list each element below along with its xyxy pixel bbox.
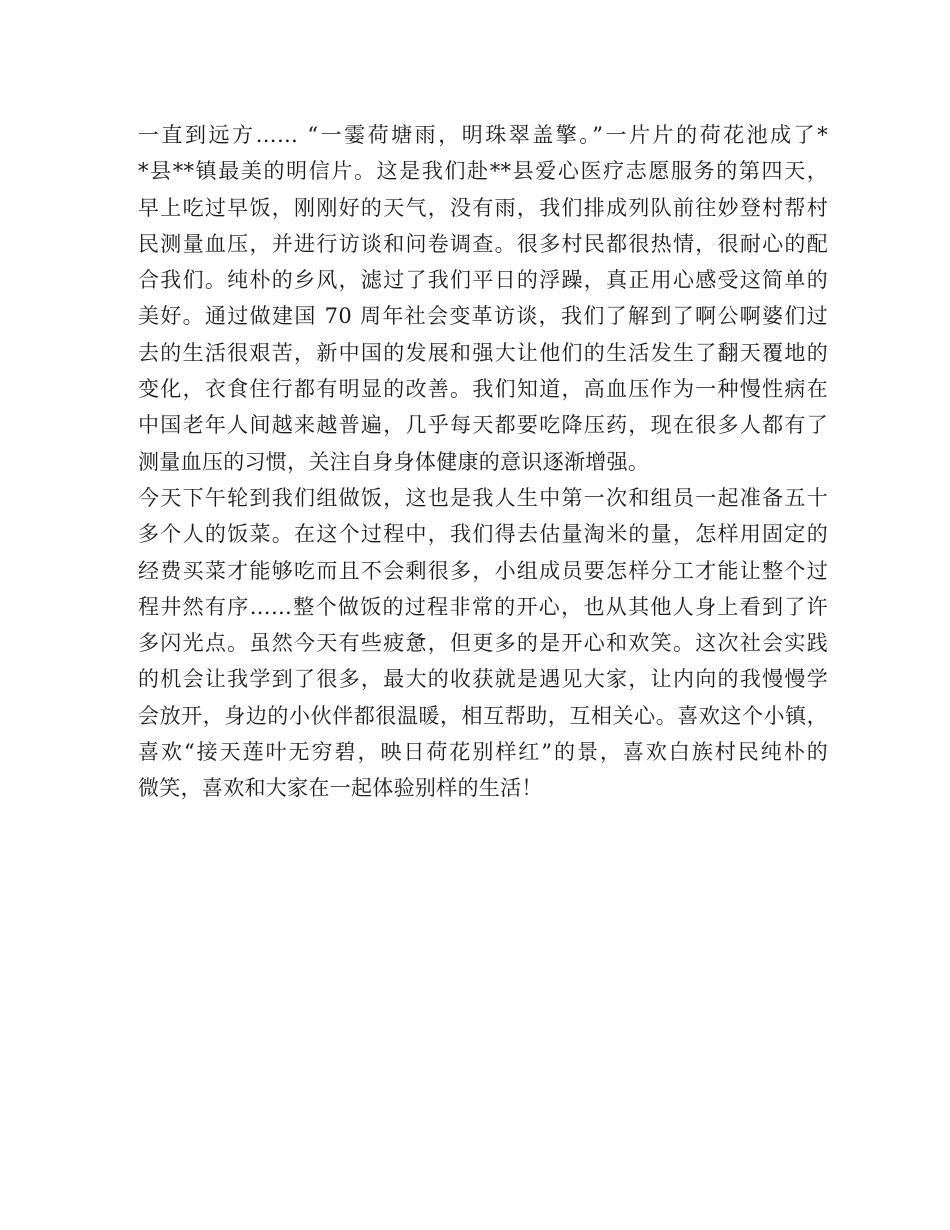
text-line: 今天下午轮到我们组做饭，这也是我人生中第一次和组员一起准备五十 (138, 485, 828, 510)
text-line: 一直到远方…… “一霎荷塘雨，明珠翠盖擎。”一片片的荷花池成了* (138, 123, 828, 147)
text-line: 会放开，身边的小伙伴都很温暖，相互帮助，互相关心。喜欢这个小镇， (138, 703, 828, 728)
text-line: *县**镇最美的明信片。这是我们赴**县爱心医疗志愿服务的第四天， (138, 159, 828, 184)
text-line: 多个人的饭菜。在这个过程中，我们得去估量淘米的量，怎样用固定的 (138, 522, 828, 547)
text-line: 程井然有序……整个做饭的过程非常的开心，也从其他人身上看到了许 (138, 594, 828, 619)
document-body (138, 117, 828, 807)
text-line: 测量血压的习惯，关注自身身体健康的意识逐渐增强。 (138, 449, 650, 474)
paragraph-2 (138, 480, 828, 807)
text-line: 合我们。纯朴的乡风，滤过了我们平日的浮躁，真正用心感受这简单的 (138, 268, 828, 293)
text-line: 去的生活很艰苦，新中国的发展和强大让他们的生活发生了翻天覆地的 (138, 340, 828, 365)
text-line: 经费买菜才能够吃而且不会剩很多，小组成员要怎样分工才能让整个过 (138, 558, 828, 583)
text-line: 多闪光点。虽然今天有些疲惫，但更多的是开心和欢笑。这次社会实践 (138, 631, 828, 656)
text-line: 变化，衣食住行都有明显的改善。我们知道，高血压作为一种慢性病在 (138, 377, 828, 402)
text-line: 美好。通过做建国 70 周年社会变革访谈，我们了解到了啊公啊婆们过 (138, 304, 828, 329)
text-line: 早上吃过早饭，刚刚好的天气，没有雨，我们排成列队前往妙登村帮村 (138, 195, 828, 220)
paragraph-1 (138, 117, 828, 480)
text-line: 微笑，喜欢和大家在一起体验别样的生活！ (138, 776, 543, 801)
text-line: 的机会让我学到了很多，最大的收获就是遇见大家，让内向的我慢慢学 (138, 667, 828, 692)
text-line: 中国老年人间越来越普遍，几乎每天都要吃降压药，现在很多人都有了 (138, 413, 828, 438)
text-line: 民测量血压，并进行访谈和问卷调查。很多村民都很热情，很耐心的配 (138, 231, 828, 256)
text-line: 喜欢“接天莲叶无穷碧，映日荷花别样红”的景，喜欢白族村民纯朴的 (138, 740, 828, 765)
